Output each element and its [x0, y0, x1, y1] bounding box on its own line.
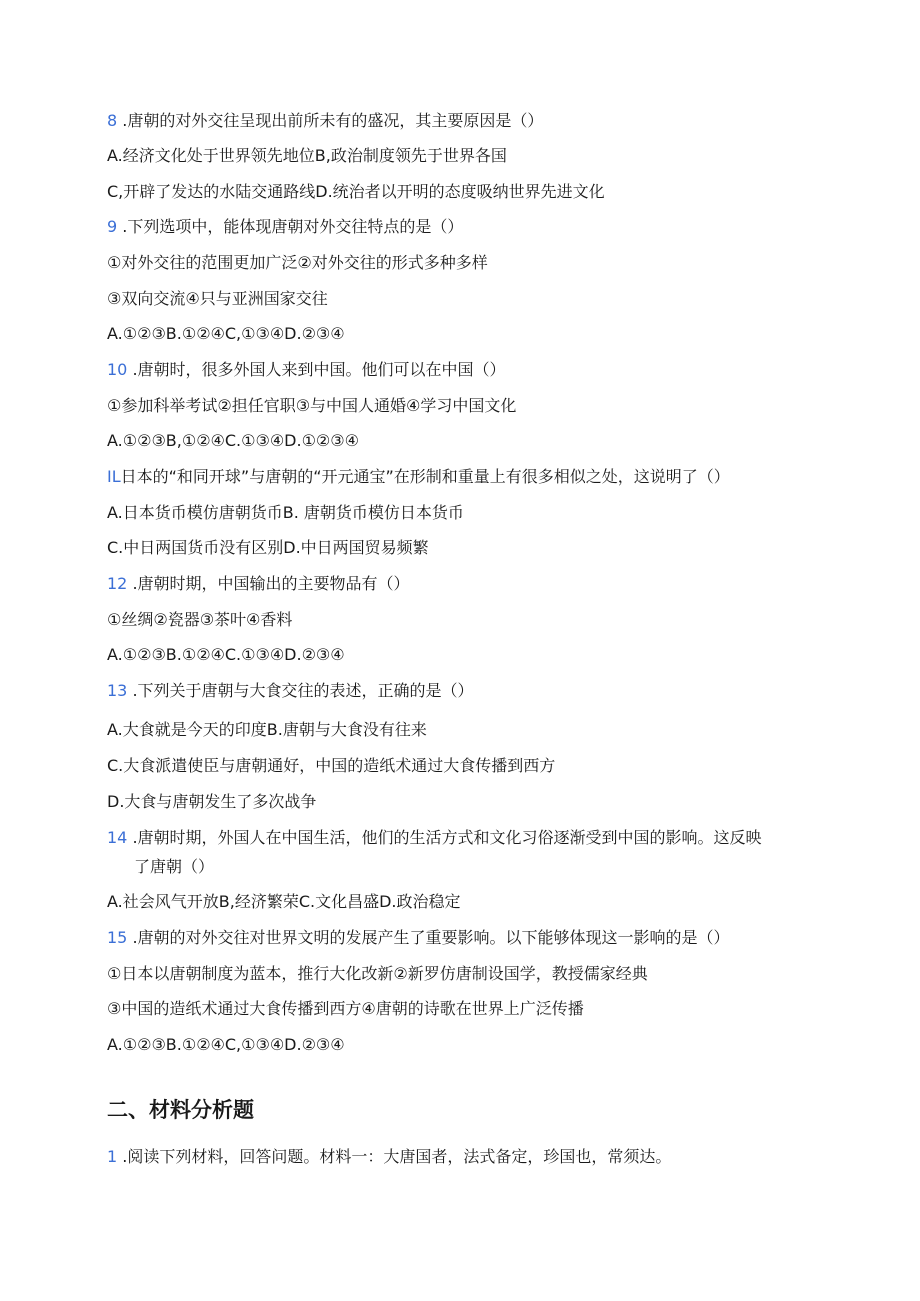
question-8-option-line: A.经济文化处于世界领先地位B,政治制度领先于世界各国 [107, 146, 507, 165]
question-text: 日本的“和同开球”与唐朝的“开元通宝”在形制和重量上有很多相似之处，这说明了（） [120, 467, 730, 486]
question-9-item-line: ①对外交往的范围更加广泛②对外交往的形式多种多样 [107, 253, 488, 272]
question-number: 14 [107, 828, 128, 847]
question-10-stem [107, 359, 830, 381]
question-13-option-line: A.大食就是今天的印度B.唐朝与大食没有往来 [107, 720, 427, 739]
question-11-option-line: C.中日两国货币没有区别D.中日两国贸易频繁 [107, 538, 429, 557]
question-text: .阅读下列材料，回答问题。材料一：大唐国者，法式备定，珍国也，常须达。 [117, 1147, 672, 1166]
question-text: .唐朝时，很多外国人来到中国。他们可以在中国（） [127, 360, 506, 379]
question-number: IL [107, 467, 121, 486]
question-13-option-line: C.大食派遣使臣与唐朝通好，中国的造纸术通过大食传播到西方 [107, 756, 556, 775]
question-text: .唐朝时期，中国输出的主要物品有（） [127, 574, 410, 593]
question-9-item-line: ③双向交流④只与亚洲国家交往 [107, 289, 328, 308]
question-15-item-line: ①日本以唐朝制度为蓝本，推行大化改新②新罗仿唐制设国学，教授儒家经典 [107, 964, 648, 983]
question-13-stem [107, 680, 830, 702]
question-9-stem [107, 216, 830, 238]
question-number: 12 [107, 574, 128, 593]
question-15-item-line: ③中国的造纸术通过大食传播到西方④唐朝的诗歌在世界上广泛传播 [107, 999, 584, 1018]
question-8-stem [107, 110, 830, 132]
question-number: 1 [107, 1147, 118, 1166]
question-15-stem [107, 927, 830, 949]
question-14-option-line: A.社会风气开放B,经济繁荣C.文化昌盛D.政治稳定 [107, 892, 461, 911]
material-question-1-stem [107, 1146, 830, 1168]
question-13-option-line: D.大食与唐朝发生了多次战争 [107, 792, 317, 811]
question-number: 8 [107, 111, 118, 130]
question-12-option-line: A.①②③B.①②④C.①③④D.②③④ [107, 645, 345, 664]
question-14-stem-continuation: 了唐朝（） [134, 857, 215, 876]
question-number: 9 [107, 217, 118, 236]
question-15-option-line: A.①②③B.①②④C,①③④D.②③④ [107, 1035, 345, 1054]
question-text: .下列选项中，能体现唐朝对外交往特点的是（） [117, 217, 464, 236]
question-number: 10 [107, 360, 128, 379]
question-10-option-line: A.①②③B,①②④C.①③④D.①②③④ [107, 431, 359, 450]
question-text: .下列关于唐朝与大食交往的表述，正确的是（） [127, 681, 474, 700]
question-text: .唐朝时期，外国人在中国生活，他们的生活方式和文化习俗逐渐受到中国的影响。这反映 [127, 828, 762, 847]
question-12-stem [107, 573, 830, 595]
question-11-option-line: A.日本货币模仿唐朝货币B. 唐朝货币模仿日本货币 [107, 503, 464, 522]
question-9-option-line: A.①②③B.①②④C,①③④D.②③④ [107, 324, 345, 343]
question-number: 13 [107, 681, 128, 700]
question-12-item-line: ①丝绸②瓷器③茶叶④香料 [107, 610, 293, 629]
question-8-option-line: C,开辟了发达的水陆交通路线D.统治者以开明的态度吸纳世界先进文化 [107, 182, 605, 201]
question-text: .唐朝的对外交往呈现出前所未有的盛况，其主要原因是（） [117, 111, 544, 130]
question-text: .唐朝的对外交往对世界文明的发展产生了重要影响。以下能够体现这一影响的是（） [127, 928, 730, 947]
section-heading: 二、材料分析题 [107, 1098, 254, 1122]
question-14-stem [107, 827, 830, 849]
question-10-item-line: ①参加科举考试②担任官职③与中国人通婚④学习中国文化 [107, 396, 517, 415]
question-11-stem [107, 466, 830, 488]
question-number: 15 [107, 928, 128, 947]
